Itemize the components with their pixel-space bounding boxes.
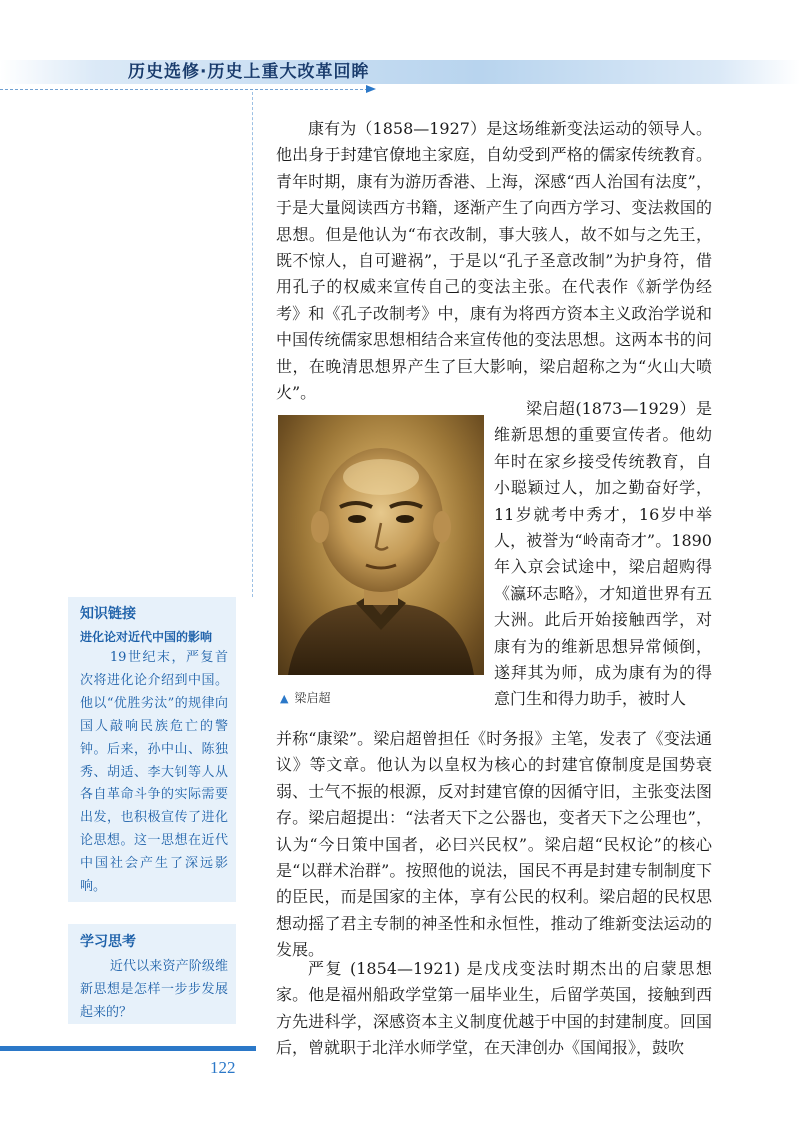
study-question-title: 学习思考	[80, 934, 136, 950]
page-number: 122	[210, 1058, 236, 1077]
paragraph-yan-fu: 严复 (1854—1921) 是戊戌变法时期杰出的启蒙思想家。他是福州船政学堂第一届毕业生，后留学英国，接触到西方先进科学，深感资本主义制度优越于中国的封建制度。回国后，曾就职于北洋水师学堂，在天津创办《国闻报》，鼓吹	[276, 959, 712, 1058]
triangle-up-icon: ▲	[280, 692, 289, 705]
paragraph-kang-youwei: 康有为（1858—1927）是这场维新变法运动的领导人。他出身于封建官僚地主家庭，自幼受到严格的儒家传统教育。青年时期，康有为游历香港、上海，深感“西人治国有法度”，于是大量阅读西方书籍，逐渐产生了向西方学习、变法救国的思想。但是他认为“布衣改制，事大骇人，故不如与之先王，既不惊人，自可避祸”，于是以“孔子圣意改制”为护身符，借用孔子的权威来宣传自己的变法主张。在代表作《新学伪经考》和《孔子改制考》中，康有为将西方资本主义政治学说和中国传统儒家思想相结合来宣传他的变法思想。这两本书的问世，在晚清思想界产生了巨大影响，梁启超称之为“火山大喷火”。	[276, 119, 712, 403]
study-question-text: 近代以来资产阶级维新思想是怎样一步步发展起来的？	[80, 959, 228, 1020]
knowledge-link-title: 知识链接	[80, 606, 136, 622]
header-dashed-rule	[0, 89, 368, 90]
running-header-title: 历史选修·历史上重大改革回眸	[128, 62, 370, 82]
figure-caption	[280, 689, 330, 706]
knowledge-link-subtitle: 进化论对近代中国的影响	[80, 630, 213, 644]
caption-text: 梁启超	[294, 691, 331, 705]
column-divider	[252, 92, 253, 597]
header-band	[0, 60, 800, 84]
knowledge-link-text: 19世纪末，严复首次将进化论介绍到中国。他以“优胜劣汰”的规律向国人敲响民族危亡的警钟。后来，孙中山、陈独秀、胡适、李大钊等人从各自革命斗争的实际需要出发，也积极宣传了进化论思想。这一思想在近代中国社会产生了深远影响。	[80, 650, 228, 895]
header-arrow-icon	[366, 85, 376, 93]
footer-bar	[0, 1046, 256, 1051]
paragraph-liang-qichao-wrap: 梁启超(1873—1929）是维新思想的重要宣传者。他幼年时在家乡接受传统教育，自小聪颖过人，加之勤奋好学，11岁就考中秀才，16岁中举人，被誉为“岭南奇才”。1890年入京会试途中，梁启超购得《瀛环志略》，才知道世界有五大洲。此后开始接触西学，对康有为的维新思想异常倾倒，遂拜其为师，成为康有为的得意门生和得力助手，被时人	[494, 399, 712, 709]
paragraph-liang-qichao-continued: 并称“康梁”。梁启超曾担任《时务报》主笔，发表了《变法通议》等文章。他认为以皇权为核心的封建官僚制度是国势衰弱、士气不振的根源，反对封建官僚的因循守旧，主张变法图存。梁启超提出：“法者天下之公器也，变者天下之公理也”，认为“今日策中国者，必曰兴民权”。梁启超“民权论”的核心是“以群术治群”。按照他的说法，国民不再是封建专制制度下的臣民，而是国家的主体，享有公民的权利。梁启超的民权思想动摇了君主专制的神圣性和永恒性，推动了维新变法运动的发展。	[276, 729, 712, 960]
liang-qichao-portrait	[278, 415, 484, 675]
portrait-illustration	[278, 415, 484, 675]
